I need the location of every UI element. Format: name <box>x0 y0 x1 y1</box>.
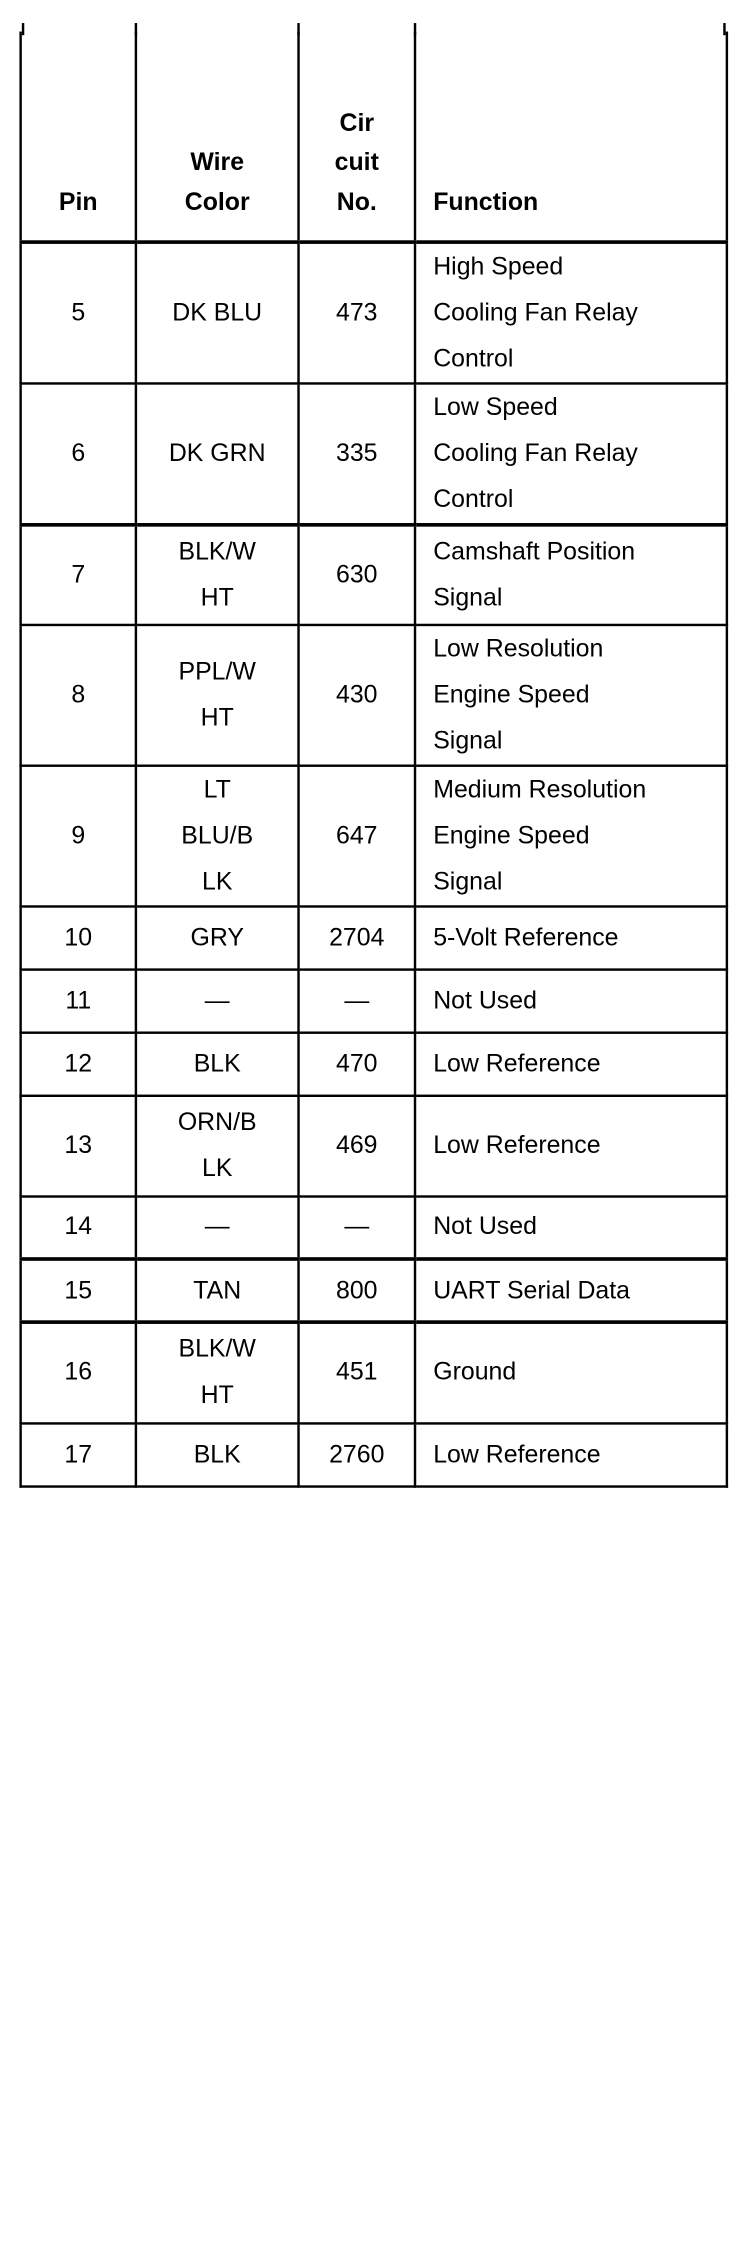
wire-color-cell <box>136 1322 299 1423</box>
wire-color-cell-text: HT <box>200 1381 234 1410</box>
function-cell <box>415 765 727 905</box>
circuit-number-cell <box>299 1095 415 1196</box>
wire-color-cell <box>136 1032 299 1095</box>
header-circuit-number <box>299 32 415 243</box>
table-row <box>21 383 727 524</box>
function-cell-text: Ground <box>433 1358 517 1387</box>
function-cell-text: Low Reference <box>433 1049 601 1078</box>
wire-color-cell-text: TAN <box>193 1276 242 1305</box>
wire-color-cell-text: BLK/W <box>178 537 256 566</box>
header-circuit-line: cuit <box>334 148 379 177</box>
wire-color-cell-text: LK <box>201 867 233 896</box>
table-row <box>21 969 727 1032</box>
table-row <box>21 1423 727 1486</box>
function-cell <box>415 1322 727 1423</box>
wire-color-cell <box>136 1196 299 1259</box>
wire-color-cell-text: BLK/W <box>178 1335 256 1364</box>
wire-color-cell-text: GRY <box>190 922 244 951</box>
header-circuit-line: No. <box>336 188 377 217</box>
circuit-number-cell-text: 800 <box>336 1276 378 1305</box>
circuit-number-cell <box>299 524 415 625</box>
table-row <box>21 524 727 625</box>
pin-cell-text: 13 <box>64 1131 93 1160</box>
circuit-number-cell-text: 451 <box>336 1358 378 1387</box>
function-cell <box>415 1423 727 1486</box>
function-cell <box>415 383 727 524</box>
circuit-number-cell-text: 2704 <box>329 922 385 951</box>
function-cell-text: Cooling Fan Relay <box>433 298 638 327</box>
header-pin <box>21 32 136 243</box>
table-header <box>21 32 727 243</box>
wire-color-cell-text: — <box>204 1212 230 1241</box>
pin-cell-text: 12 <box>64 1049 93 1078</box>
pin-cell <box>21 906 136 969</box>
circuit-number-cell-text: 2760 <box>329 1439 385 1468</box>
circuit-number-cell-text: 630 <box>336 560 378 589</box>
function-cell-text: Not Used <box>433 986 537 1014</box>
pin-cell <box>21 765 136 905</box>
circuit-number-cell-text: 335 <box>336 438 378 467</box>
pin-cell-text: 8 <box>71 680 86 709</box>
circuit-number-cell-text: 430 <box>336 680 378 709</box>
pin-cell-text: 14 <box>64 1212 93 1241</box>
wire-color-cell <box>136 969 299 1032</box>
circuit-number-cell <box>299 1423 415 1486</box>
pin-cell-text: 17 <box>64 1439 93 1468</box>
wire-color-cell-text: — <box>204 986 230 1014</box>
table-row <box>21 1032 727 1095</box>
table-row <box>21 906 727 969</box>
function-cell-text: Low Reference <box>433 1439 601 1468</box>
pin-cell <box>21 969 136 1032</box>
wire-color-cell <box>136 524 299 625</box>
pin-cell-text: 10 <box>64 922 93 951</box>
pin-cell <box>21 383 136 524</box>
table-row <box>21 625 727 765</box>
pin-cell-text: 5 <box>71 298 86 327</box>
wire-color-cell <box>136 1095 299 1196</box>
circuit-number-cell <box>299 625 415 765</box>
wire-color-cell-text: LK <box>201 1154 233 1183</box>
pin-cell-text: 6 <box>71 438 86 467</box>
header-circuit-line: Cir <box>339 108 375 137</box>
wire-color-cell <box>136 1423 299 1486</box>
table-row <box>21 1322 727 1423</box>
header-wire-color-line: Color <box>184 188 250 217</box>
table-body <box>21 242 727 1486</box>
wire-color-cell-text: LT <box>203 775 231 804</box>
circuit-number-cell-text: 647 <box>336 821 378 850</box>
pin-cell <box>21 1259 136 1322</box>
wire-color-cell-text: HT <box>200 583 234 612</box>
wire-color-cell-text: PPL/W <box>178 657 256 686</box>
circuit-number-cell <box>299 765 415 905</box>
table-row <box>21 1196 727 1259</box>
circuit-number-cell-text: 470 <box>336 1049 378 1078</box>
wire-color-cell-text: ORN/B <box>177 1108 257 1137</box>
pin-cell <box>21 1423 136 1486</box>
function-cell <box>415 1095 727 1196</box>
table-row <box>21 1095 727 1196</box>
function-cell-text: Control <box>433 484 514 513</box>
pin-cell <box>21 1322 136 1423</box>
pin-cell <box>21 1032 136 1095</box>
wire-color-cell <box>136 625 299 765</box>
wire-color-cell-text: DK BLU <box>172 298 263 327</box>
circuit-number-cell-text: — <box>344 1212 370 1241</box>
function-cell-text: Signal <box>433 867 503 896</box>
pin-cell <box>21 524 136 625</box>
circuit-number-cell <box>299 1259 415 1322</box>
pin-cell-text: 9 <box>71 821 86 850</box>
header-row <box>21 32 727 243</box>
function-cell-text: Control <box>433 344 514 373</box>
wire-color-cell <box>136 1259 299 1322</box>
wire-color-cell <box>136 383 299 524</box>
pin-cell <box>21 625 136 765</box>
function-cell <box>415 1196 727 1259</box>
function-cell <box>415 242 727 383</box>
connector-pinout-table <box>19 32 728 1488</box>
wire-color-cell-text: DK GRN <box>168 438 266 467</box>
header-function <box>415 32 727 243</box>
table-row <box>21 242 727 383</box>
wire-color-cell-text: HT <box>200 703 234 732</box>
table-row <box>21 765 727 905</box>
function-cell-text: Engine Speed <box>433 821 590 850</box>
header-pin-label: Pin <box>58 188 98 217</box>
circuit-number-cell <box>299 1322 415 1423</box>
circuit-number-cell-text: 469 <box>336 1131 378 1160</box>
function-cell-text: High Speed <box>433 252 564 281</box>
function-cell-text: Low Reference <box>433 1131 601 1160</box>
header-wire-color-line: Wire <box>190 148 245 177</box>
pin-cell-text: 16 <box>64 1358 93 1387</box>
wire-color-cell <box>136 765 299 905</box>
wire-color-cell-text: BLK <box>193 1439 241 1468</box>
circuit-number-cell-text: 473 <box>336 298 378 327</box>
function-cell-text: 5-Volt Reference <box>433 922 619 951</box>
header-wire-color <box>136 32 299 243</box>
function-cell-text: Signal <box>433 583 503 612</box>
circuit-number-cell <box>299 242 415 383</box>
circuit-number-cell <box>299 1196 415 1259</box>
function-cell-text: Medium Resolution <box>433 775 647 804</box>
function-cell-text: UART Serial Data <box>433 1276 631 1305</box>
function-cell <box>415 969 727 1032</box>
function-cell-text: Low Speed <box>433 392 558 421</box>
circuit-number-cell <box>299 1032 415 1095</box>
circuit-number-cell <box>299 906 415 969</box>
wire-color-cell <box>136 906 299 969</box>
function-cell <box>415 524 727 625</box>
function-cell-text: Signal <box>433 726 503 755</box>
function-cell <box>415 1259 727 1322</box>
pin-cell-text: 15 <box>64 1276 93 1305</box>
function-cell-text: Low Resolution <box>433 634 604 663</box>
function-cell <box>415 1032 727 1095</box>
wire-color-cell <box>136 242 299 383</box>
circuit-number-cell <box>299 383 415 524</box>
function-cell-text: Cooling Fan Relay <box>433 438 638 467</box>
pin-cell <box>21 242 136 383</box>
circuit-number-cell <box>299 969 415 1032</box>
function-cell-text: Engine Speed <box>433 680 590 709</box>
wire-color-cell-text: BLU/B <box>181 821 254 850</box>
table-row <box>21 1259 727 1322</box>
pin-cell-text: 11 <box>65 986 92 1014</box>
function-cell-text: Camshaft Position <box>433 537 636 566</box>
wire-color-cell-text: BLK <box>193 1049 241 1078</box>
circuit-number-cell-text: — <box>344 986 370 1014</box>
function-cell <box>415 625 727 765</box>
function-cell <box>415 906 727 969</box>
pin-cell <box>21 1095 136 1196</box>
pin-cell <box>21 1196 136 1259</box>
function-cell-text: Not Used <box>433 1212 537 1241</box>
pin-cell-text: 7 <box>71 560 86 589</box>
header-function-label: Function <box>433 188 539 217</box>
